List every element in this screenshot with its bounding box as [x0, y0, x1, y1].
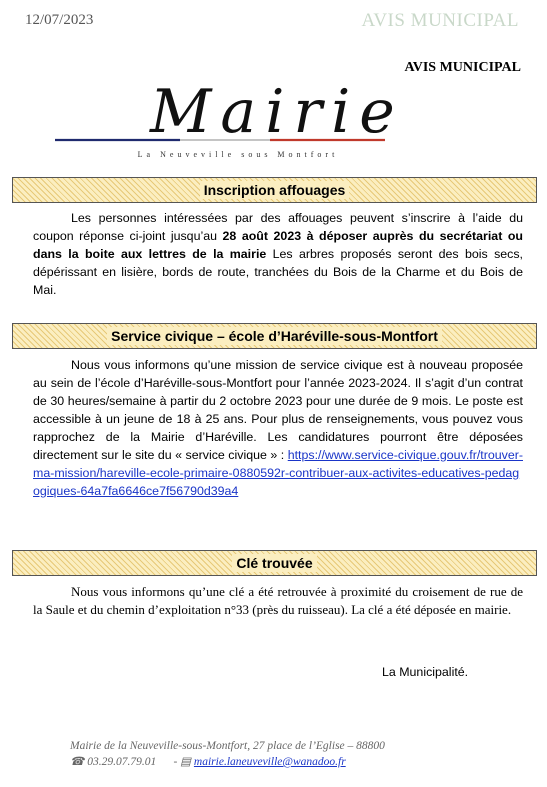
section-body-service-civique	[33, 356, 523, 500]
body-text: Les arbres proposés seront des bois secs, dépérissant en lisière, bords de route, tranchées du Bois de la Charme et du Bois de Mai.	[33, 247, 523, 297]
footer-phone: 03.29.07.79.01	[87, 756, 157, 768]
footer-separator: -	[173, 756, 178, 768]
notice-label: AVIS MUNICIPAL	[404, 60, 521, 75]
section-title: Service civique – école d’Haréville-sous-Montfort	[107, 327, 442, 345]
section-body-cle-trouvee	[33, 583, 523, 619]
logo-subtitle: La Neuveville sous Montfort	[137, 150, 339, 159]
footer-contact	[70, 754, 385, 770]
header-date: 12/07/2023	[25, 12, 94, 28]
body-text: Nous vous informons qu’une mission de service civique est à nouveau proposée au sein de l’école d’Haréville-sous-Montfort pour l’année 2023-2024. Il s’agit d’un contrat de 30 heures/semaine à partir du 2 octobre 2023 pour une durée de 9 mois. Le poste est accessible à un jeune de 18 à 25 ans. Pour plus de renseignements, vous pouvez vous rapprochez de la Mairie d’Haréville. Les candidatures pourront être déposées directement sur le site du « service civique » :	[33, 358, 523, 462]
section-body-affouages	[33, 209, 523, 299]
body-text: Les personnes intéressées par des affouages peuvent s’inscrire à l’aide du coupon réponse ci-joint jusqu’au	[33, 211, 523, 243]
body-text: Nous vous informons qu’une clé a été retrouvée à proximité du croisement de rue de la Saule et du chemin d’exploitation n°33 (près du ruisseau). La clé a été déposée en mairie.	[33, 584, 523, 617]
logo-title: Mairie	[150, 82, 404, 147]
section-banner-service-civique	[12, 323, 537, 349]
signature: La Municipalité.	[382, 665, 469, 679]
body-bold-text: 28 août 2023 à déposer auprès du secrétariat ou dans la boite aux lettres de la mairie	[33, 229, 523, 261]
footer-address: Mairie de la Neuveville-sous-Montfort, 27 place de l’Eglise – 88800	[70, 740, 385, 752]
section-banner-cle-trouvee	[12, 550, 537, 576]
footer	[70, 738, 385, 770]
section-title: Inscription affouages	[200, 181, 350, 199]
service-civique-link[interactable]: https://www.service-civique.gouv.fr/trouver-ma-mission/hareville-ecole-primaire-0880592r-contribuer-aux-activites-educatives-pedagogiques-64a7fa6646ce7f56790d39a4	[33, 448, 523, 498]
header-watermark: AVIS MUNICIPAL	[361, 10, 519, 31]
section-title: Clé trouvée	[232, 554, 316, 572]
footer-email-link[interactable]: mairie.laneuveville@wanadoo.fr	[193, 756, 346, 768]
phone-icon: ☎	[70, 756, 85, 768]
fax-icon: ▤	[180, 756, 192, 768]
section-banner-affouages	[12, 177, 537, 203]
